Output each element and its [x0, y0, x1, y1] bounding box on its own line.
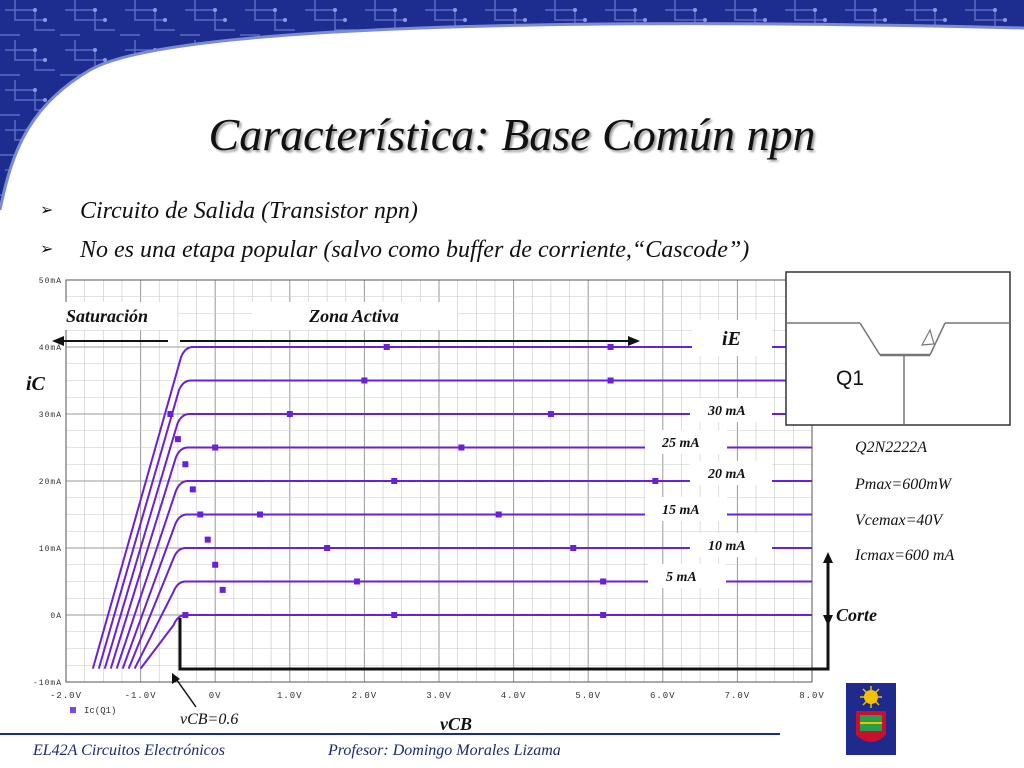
y-tick-label: 10mA — [38, 545, 62, 554]
curve-marker — [361, 378, 367, 384]
curve-marker — [212, 562, 218, 568]
current-label-5: 5 mA — [666, 570, 697, 585]
x-tick-label: 8.0V — [799, 691, 825, 701]
x-tick-label: 2.0V — [351, 691, 378, 701]
curve-marker — [600, 612, 606, 618]
spec-part-number: Q2N2222A — [855, 439, 927, 456]
curve-marker — [458, 445, 464, 451]
university-crest-icon — [846, 683, 896, 755]
current-label-10: 10 mA — [708, 539, 746, 554]
curve-marker — [197, 512, 203, 518]
curve-marker — [287, 411, 293, 417]
curve-marker — [324, 545, 330, 551]
curve-marker — [391, 612, 397, 618]
y-tick-label: 40mA — [38, 344, 62, 353]
curve-marker — [220, 587, 226, 593]
ic-label: iC — [26, 373, 45, 395]
current-label-30: 30 mA — [708, 404, 746, 419]
bullet-text: No es una etapa popular (salvo como buffer de corriente,“Cascode”) — [80, 237, 750, 263]
bullet-item — [40, 198, 418, 225]
curve-marker — [190, 486, 196, 492]
x-tick-label: 5.0V — [575, 691, 602, 701]
ie-label: iE — [722, 328, 741, 350]
bullet-item — [40, 237, 749, 264]
legend-label: Ic(Q1) — [84, 706, 117, 716]
active-zone-arrowhead — [628, 336, 640, 346]
x-tick-label: 7.0V — [724, 691, 751, 701]
current-label-25: 25 mA — [662, 436, 700, 451]
curve-marker — [212, 445, 218, 451]
curve-marker — [167, 411, 173, 417]
y-tick-label: 50mA — [38, 277, 62, 286]
curve-marker — [182, 612, 188, 618]
slide-title: Característica: Base Común npn — [208, 109, 816, 160]
spec-pmax: Pmax=600mW — [855, 476, 952, 493]
curve-marker — [205, 537, 211, 543]
current-label-15: 15 mA — [662, 503, 700, 518]
y-tick-label: 0A — [50, 612, 62, 621]
active-zone-label: Zona Activa — [309, 306, 399, 326]
arrow-bullet-icon: ➢ — [40, 241, 54, 258]
curve-marker — [257, 512, 263, 518]
legend-marker — [70, 707, 76, 713]
curve-marker — [570, 545, 576, 551]
curve-marker — [608, 344, 614, 350]
ic-vcb-chart — [0, 270, 1024, 730]
x-tick-label: 6.0V — [649, 691, 676, 701]
curve-marker — [652, 478, 658, 484]
current-level-labels — [645, 398, 772, 588]
curve-marker — [608, 378, 614, 384]
y-tick-label: 30mA — [38, 411, 62, 420]
saturation-label: Saturación — [65, 306, 149, 326]
footer-course: EL42A Circuitos Electrónicos — [33, 742, 225, 759]
spec-vcemax: Vcemax=40V — [855, 512, 943, 529]
transistor-symbol — [786, 272, 1010, 425]
curve-marker — [175, 436, 181, 442]
curve-ie-5 — [135, 582, 812, 669]
x-tick-label: -1.0V — [124, 691, 157, 701]
curve-marker — [548, 411, 554, 417]
vcb-axis-label: vCB — [440, 714, 473, 730]
curve-marker — [600, 579, 606, 585]
x-tick-label: -2.0V — [49, 691, 83, 701]
bullet-text: Circuito de Salida (Transistor npn) — [80, 198, 418, 224]
current-label-20: 20 mA — [708, 467, 746, 482]
cutoff-label: Corte — [836, 605, 878, 625]
curve-marker — [182, 461, 188, 467]
transistor-ref: Q1 — [836, 367, 865, 390]
vcb-eq-label: vCB=0.6 — [180, 711, 239, 728]
x-tick-label: 0V — [208, 691, 222, 701]
x-tick-label: 3.0V — [426, 691, 452, 701]
curve-ie-35 — [99, 381, 812, 669]
cutoff-arrowhead-up — [823, 552, 833, 563]
y-tick-label: 20mA — [38, 478, 62, 487]
footer-professor: Profesor: Domingo Morales Lizama — [328, 742, 561, 759]
curve-marker — [391, 478, 397, 484]
x-tick-label: 4.0V — [500, 691, 527, 701]
spec-icmax: Icmax=600 mA — [855, 547, 955, 564]
x-tick-label: 1.0V — [276, 691, 303, 701]
curve-marker — [354, 579, 360, 585]
cutoff-arrowhead-down — [823, 615, 833, 626]
y-tick-label: -10mA — [32, 679, 62, 688]
arrow-bullet-icon: ➢ — [40, 202, 54, 219]
curve-marker — [496, 512, 502, 518]
curve-marker — [384, 344, 390, 350]
